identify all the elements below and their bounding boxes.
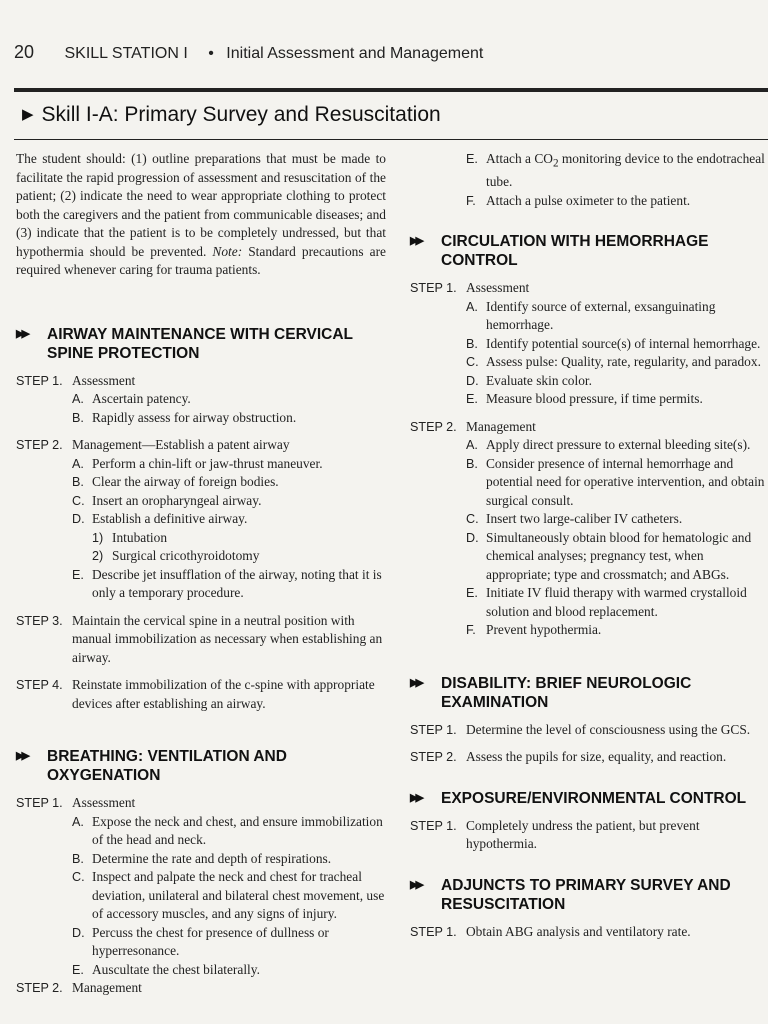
triangle-right-icon: ▶ (22, 106, 34, 123)
item-text: Prevent hypothermia. (486, 622, 602, 638)
item-letter: A. (72, 392, 84, 406)
step-text: Management (72, 980, 142, 995)
sub-item-text: Surgical cricothyroidotomy (112, 548, 260, 563)
airway-step-4 (16, 676, 386, 713)
double-triangle-right-icon: ▶▶ (410, 878, 421, 891)
item-text-part: monitoring device to the endotracheal tube. (486, 151, 765, 190)
circulation-step-1 (410, 279, 768, 298)
item-letter: E. (72, 962, 84, 977)
circulation-heading (410, 232, 768, 270)
list-item (466, 584, 768, 621)
item-letter: B. (466, 336, 478, 351)
item-text: Identify potential source(s) of internal hemorrhage. (486, 335, 761, 351)
double-triangle-right-icon: ▶▶ (410, 791, 421, 804)
item-subscript: 2 (552, 157, 559, 170)
step-text: Assess the pupils for size, equality, and reaction. (466, 749, 727, 765)
item-letter: A. (466, 299, 478, 314)
sub-list-item (92, 529, 386, 548)
item-letter: D. (72, 512, 85, 526)
step-text: Management—Establish a patent airway (72, 437, 290, 452)
item-text: Perform a chin-lift or jaw-thrust maneuver. (92, 455, 323, 471)
item-text: Rapidly assess for airway obstruction. (92, 409, 297, 425)
page-number: 20 (14, 42, 35, 62)
intro-note-label: Note: (212, 243, 243, 259)
list-item (72, 510, 386, 529)
step-label: STEP 2. (410, 419, 457, 434)
list-item (466, 192, 768, 211)
right-column (410, 150, 768, 941)
running-header (14, 42, 483, 63)
step-label: STEP 1. (16, 373, 63, 388)
step-text: Assessment (72, 372, 136, 388)
list-item (466, 335, 768, 354)
step-label: STEP 1. (410, 924, 457, 939)
airway-heading-text: AIRWAY MAINTENANCE WITH CERVICAL SPINE PROTECTION (47, 325, 353, 362)
item-text: Attach a pulse oximeter to the patient. (486, 192, 691, 208)
item-letter: E. (466, 392, 478, 407)
item-letter: C. (72, 493, 85, 508)
item-letter: C. (72, 870, 85, 884)
exposure-heading-text: EXPOSURE/ENVIRONMENTAL CONTROL (441, 789, 747, 807)
item-text: Determine the rate and depth of respirations. (92, 850, 332, 866)
step-text: Determine the level of consciousness using the GCS. (466, 721, 751, 737)
header-subtitle: Initial Assessment and Management (226, 45, 484, 62)
airway-heading (16, 325, 386, 363)
item-text: Expose the neck and chest, and ensure immobilization of the head and neck. (92, 813, 383, 847)
disability-heading-text: DISABILITY: BRIEF NEUROLOGIC EXAMINATION (441, 674, 692, 711)
airway-step-1 (16, 372, 386, 391)
intro-paragraph (16, 150, 386, 280)
item-letter: B. (72, 475, 84, 489)
list-item (466, 621, 768, 640)
double-triangle-right-icon: ▶▶ (16, 327, 27, 340)
left-column (16, 150, 386, 998)
item-letter: A. (466, 438, 478, 453)
item-text: Auscultate the chest bilaterally. (92, 961, 260, 977)
double-triangle-right-icon: ▶▶ (410, 676, 421, 689)
item-letter: F. (466, 193, 476, 208)
list-item (466, 510, 768, 529)
item-letter: D. (72, 925, 85, 940)
item-letter: B. (72, 851, 84, 866)
sub-item-number: 1) (92, 530, 104, 545)
list-item (72, 409, 386, 428)
item-text: Measure blood pressure, if time permits. (486, 391, 703, 407)
item-letter: B. (72, 410, 84, 425)
item-letter: B. (466, 456, 478, 471)
circulation-step-2 (410, 418, 768, 437)
breathing-heading (16, 747, 386, 785)
item-text: Apply direct pressure to external bleeding site(s). (486, 437, 751, 453)
item-letter: A. (72, 814, 84, 829)
item-letter: C. (466, 355, 479, 370)
item-letter: A. (72, 456, 84, 471)
item-text: Establish a definitive airway. (92, 511, 248, 526)
step-text: Assessment (72, 795, 136, 810)
disability-step-1 (410, 721, 768, 740)
step-label: STEP 1. (410, 722, 457, 737)
item-text: Initiate IV fluid therapy with warmed crystalloid solution and blood replacement. (486, 585, 747, 619)
item-text: Assess pulse: Quality, rate, regularity, and paradox. (486, 354, 761, 370)
step-text: Reinstate immobilization of the c-spine with appropriate devices after establishing an airway. (72, 677, 375, 711)
disability-step-2 (410, 748, 768, 767)
exposure-step-1 (410, 817, 768, 854)
title-rule (14, 139, 768, 140)
list-item (466, 372, 768, 391)
step-label: STEP 3. (16, 613, 63, 628)
item-letter: F. (466, 623, 476, 638)
adjuncts-heading-text: ADJUNCTS TO PRIMARY SURVEY AND RESUSCITATION (441, 876, 731, 913)
step-label: STEP 2. (410, 750, 457, 765)
list-item (72, 924, 386, 961)
skill-title-text: Skill I-A: Primary Survey and Resuscitation (41, 103, 441, 126)
sub-item-text: Intubation (112, 529, 168, 545)
list-item (72, 566, 386, 603)
item-letter: E. (72, 567, 84, 582)
breathing-step-1 (16, 794, 386, 813)
item-text: Consider presence of internal hemorrhage and potential need for operative intervention, and obtain surgical consult. (486, 455, 765, 508)
section-name: SKILL STATION I (64, 45, 188, 62)
disability-heading (410, 674, 768, 712)
list-item (466, 150, 768, 192)
item-text: Insert an oropharyngeal airway. (92, 492, 262, 508)
sub-item-number: 2) (92, 549, 104, 563)
list-item (72, 455, 386, 474)
skill-title (22, 103, 441, 127)
step-text: Obtain ABG analysis and ventilatory rate. (466, 923, 691, 939)
item-letter: E. (466, 152, 478, 166)
sub-list-item (92, 547, 386, 566)
list-item (466, 529, 768, 585)
item-text-part: Attach a CO (486, 151, 553, 166)
list-item (72, 961, 386, 980)
list-item (72, 850, 386, 869)
item-text: Clear the airway of foreign bodies. (92, 474, 279, 489)
item-letter: C. (466, 512, 479, 527)
list-item (72, 473, 386, 492)
exposure-heading (410, 789, 768, 808)
list-item (466, 390, 768, 409)
list-item (466, 436, 768, 455)
intro-text: The student should: (1) outline preparations that must be made to facilitate the rapid progression of assessment and resuscitation of the patient; (2) indicate the need to wear appropriate clothing to protect both the caregivers and the patient from communicable diseases; and (3) indicate that the patient is to be completely undressed, but that hypothermia should be prevented. (16, 151, 386, 259)
step-text: Completely undress the patient, but prevent hypothermia. (466, 817, 700, 852)
airway-step-3 (16, 612, 386, 668)
list-item (72, 813, 386, 850)
step-label: STEP 1. (410, 281, 457, 296)
item-text: Inspect and palpate the neck and chest for tracheal deviation, unilateral and bilateral chest movement, use of accessory muscles, and any signs of injury. (92, 869, 385, 921)
list-item (72, 492, 386, 511)
breathing-step-2 (16, 979, 386, 998)
step-text: Management (466, 418, 536, 434)
adjuncts-heading (410, 876, 768, 914)
step-label: STEP 2. (16, 981, 63, 995)
airway-step-2 (16, 436, 386, 455)
intro-note-text: Standard precautions are required whenever caring for trauma patients. (16, 243, 386, 277)
item-letter: D. (466, 373, 479, 388)
step-text: Maintain the cervical spine in a neutral position with manual immobilization as necessary when establishing an airway. (72, 612, 383, 665)
item-text (486, 150, 768, 192)
item-text: Simultaneously obtain blood for hematologic and chemical analyses; pregnancy test, when appropriate; type and crossmatch; and ABGs. (486, 529, 752, 582)
header-rule-thick (14, 88, 768, 92)
breathing-heading-text: BREATHING: VENTILATION AND OXYGENATION (47, 748, 287, 784)
item-text: Insert two large-caliber IV catheters. (486, 511, 683, 527)
adjuncts-step-1 (410, 923, 768, 942)
list-item (466, 298, 768, 335)
item-text: Percuss the chest for presence of dullness or hyperresonance. (92, 924, 329, 958)
item-text: Evaluate skin color. (486, 372, 592, 388)
list-item (466, 455, 768, 511)
step-label: STEP 4. (16, 678, 63, 692)
item-letter: E. (466, 586, 478, 601)
item-text: Ascertain patency. (92, 391, 191, 406)
list-item (72, 868, 386, 924)
circulation-heading-text: CIRCULATION WITH HEMORRHAGE CONTROL (441, 233, 709, 270)
item-letter: D. (466, 530, 479, 545)
list-item (466, 353, 768, 372)
double-triangle-right-icon: ▶▶ (410, 235, 421, 248)
step-label: STEP 2. (16, 438, 63, 452)
step-label: STEP 1. (410, 818, 457, 833)
list-item (72, 390, 386, 409)
step-text: Assessment (466, 280, 530, 296)
item-text: Describe jet insufflation of the airway, noting that it is only a temporary procedure. (92, 566, 382, 600)
header-separator: • (208, 45, 214, 62)
double-triangle-right-icon: ▶▶ (16, 750, 27, 762)
step-label: STEP 1. (16, 796, 63, 810)
item-text: Identify source of external, exsanguinating hemorrhage. (486, 298, 716, 333)
